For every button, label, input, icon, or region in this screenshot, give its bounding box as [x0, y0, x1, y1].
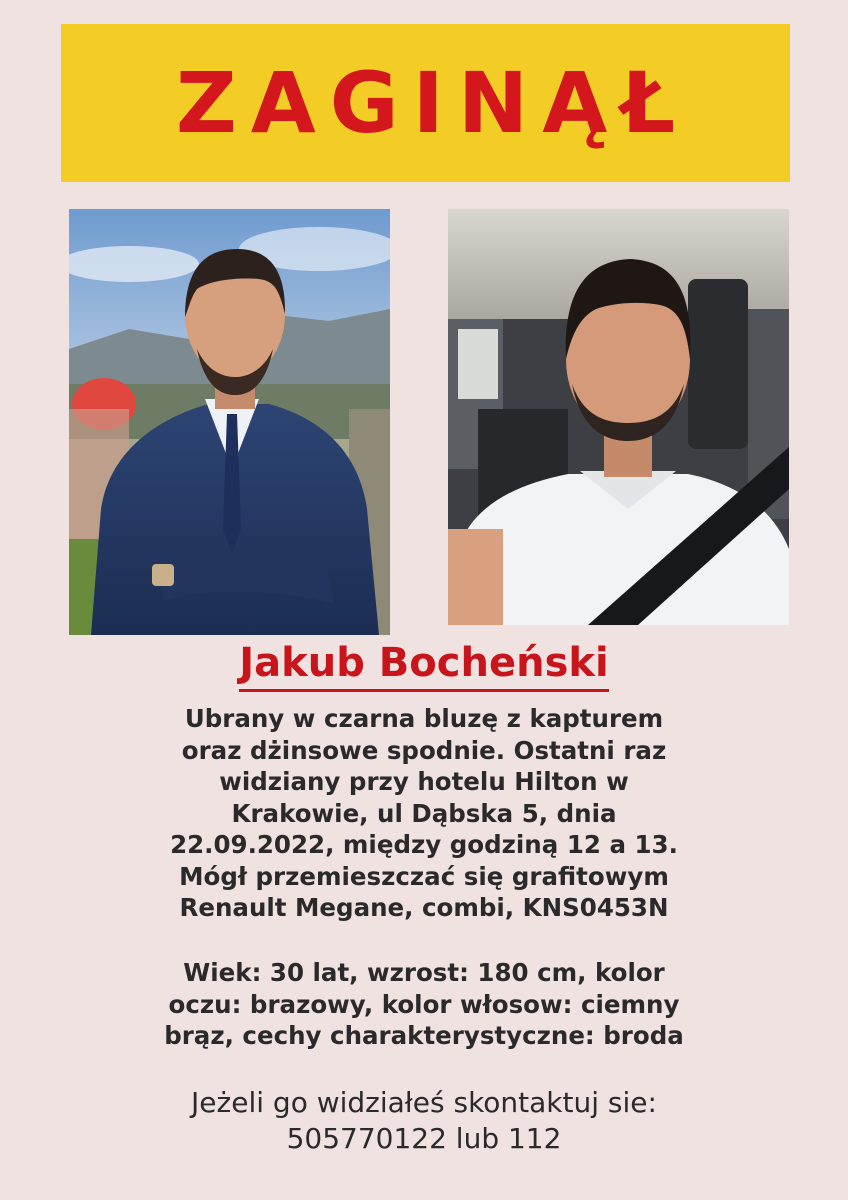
description-line: widziany przy hotelu Hilton w — [219, 767, 629, 796]
description-line: Renault Megane, combi, KNS0453N — [179, 893, 669, 922]
person-name-text: Jakub Bocheński — [239, 643, 608, 692]
banner-title: ZAGINĄŁ — [175, 54, 690, 152]
description-line: Krakowie, ul Dąbska 5, dnia — [231, 798, 617, 828]
contact-info — [40, 1085, 808, 1157]
description-line: oraz dżinsowe spodnie. Ostatni raz — [181, 735, 667, 765]
details-line: Wiek: 30 lat, wzrost: 180 cm, kolor — [183, 958, 665, 987]
contact-line: Jeżeli go widziałeś skontaktuj sie: — [191, 1086, 657, 1119]
missing-banner — [61, 24, 790, 182]
contact-phone: 505770122 lub 112 — [286, 1122, 562, 1155]
description-line: Ubrany w czarna bluzę z kapturem — [184, 704, 664, 733]
physical-details — [60, 957, 788, 1052]
person-in-suit-photo — [69, 209, 390, 635]
details-line: oczu: brazowy, kolor włosow: ciemny — [168, 989, 680, 1019]
person-in-car-photo — [448, 209, 789, 625]
description-line: 22.09.2022, między godziną 12 a 13. — [170, 830, 678, 859]
description-line: Mógł przemieszczać się grafitowym — [179, 861, 669, 891]
clothing-and-last-seen-description — [60, 703, 788, 924]
person-name — [0, 640, 848, 692]
details-line: brąz, cechy charakterystyczne: broda — [164, 1021, 684, 1050]
